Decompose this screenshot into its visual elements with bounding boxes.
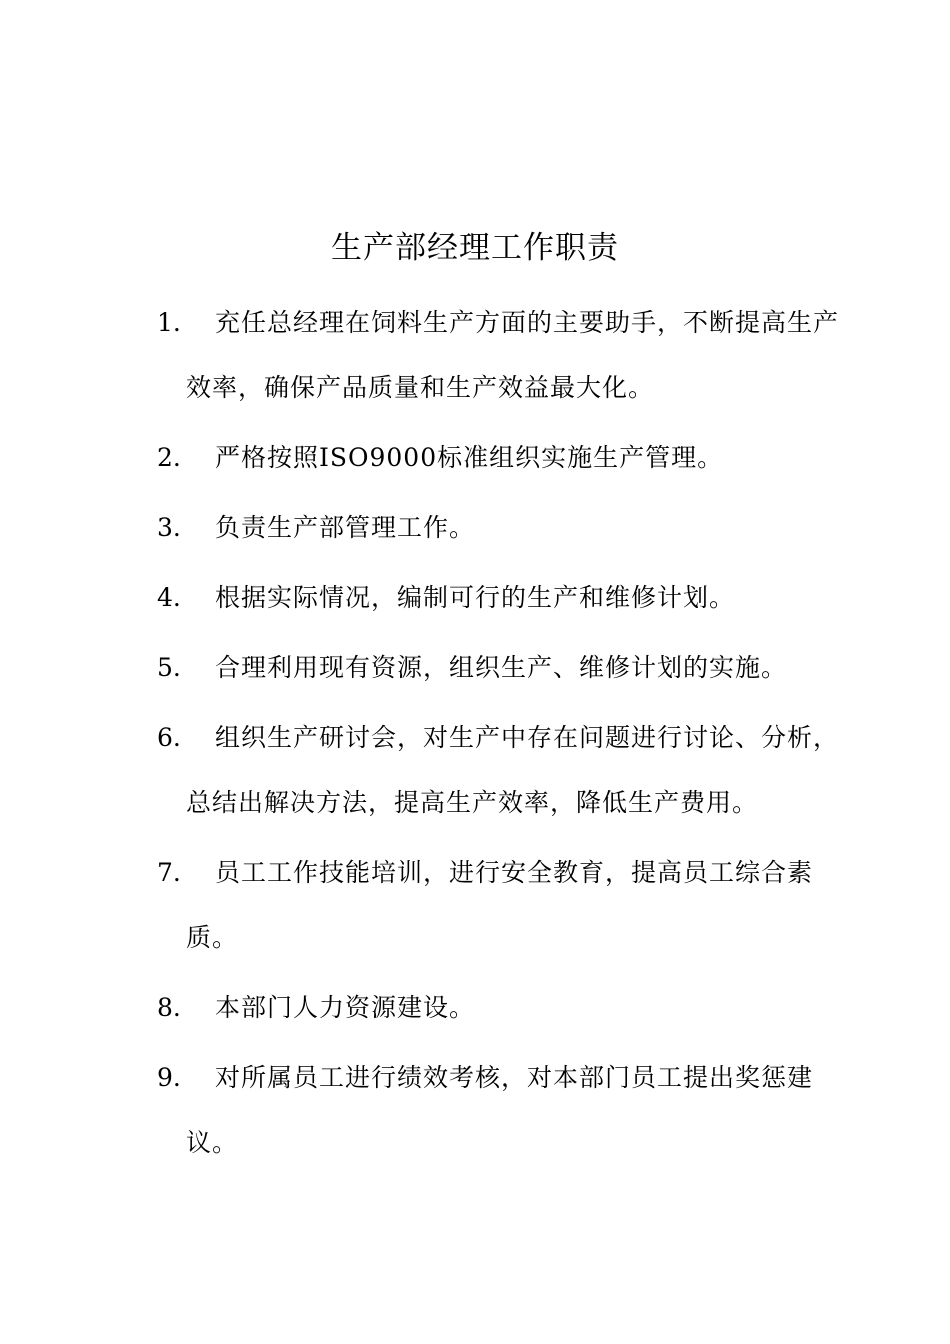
item-number: 3. [157,513,181,542]
item-number: 7. [157,858,181,887]
list-item [157,425,847,490]
list-item [157,635,847,700]
item-number: 1. [157,308,181,337]
item-text: 组织生产研讨会，对生产中存在问题进行讨论、分析，总结出解决方法，提高生产效率，降低生产费用。 [186,723,840,817]
page-title: 生产部经理工作职责 [331,230,619,266]
list-item [157,705,847,835]
item-text: 本部门人力资源建设。 [215,993,476,1022]
duty-list [157,290,847,1180]
item-text: 充任总经理在饲料生产方面的主要助手，不断提高生产效率，确保产品质量和生产效益最大化。 [186,308,840,402]
list-item [157,840,847,970]
list-item [157,1045,847,1175]
item-number: 2. [157,443,181,472]
item-text: 员工工作技能培训，进行安全教育，提高员工综合素质。 [186,858,814,952]
item-number: 4. [157,583,181,612]
item-text: 严格按照ISO9000标准组织实施生产管理。 [215,443,724,472]
item-text: 根据实际情况，编制可行的生产和维修计划。 [215,583,736,612]
list-item [157,495,847,560]
item-number: 6. [157,723,181,752]
item-number: 8. [157,993,181,1022]
item-text: 对所属员工进行绩效考核，对本部门员工提出奖惩建议。 [186,1063,814,1157]
item-text: 合理利用现有资源，组织生产、维修计划的实施。 [215,653,788,682]
list-item [157,975,847,1040]
item-number: 9. [157,1063,181,1092]
item-number: 5. [157,653,181,682]
list-item [157,290,847,420]
item-text: 负责生产部管理工作。 [215,513,476,542]
list-item [157,565,847,630]
